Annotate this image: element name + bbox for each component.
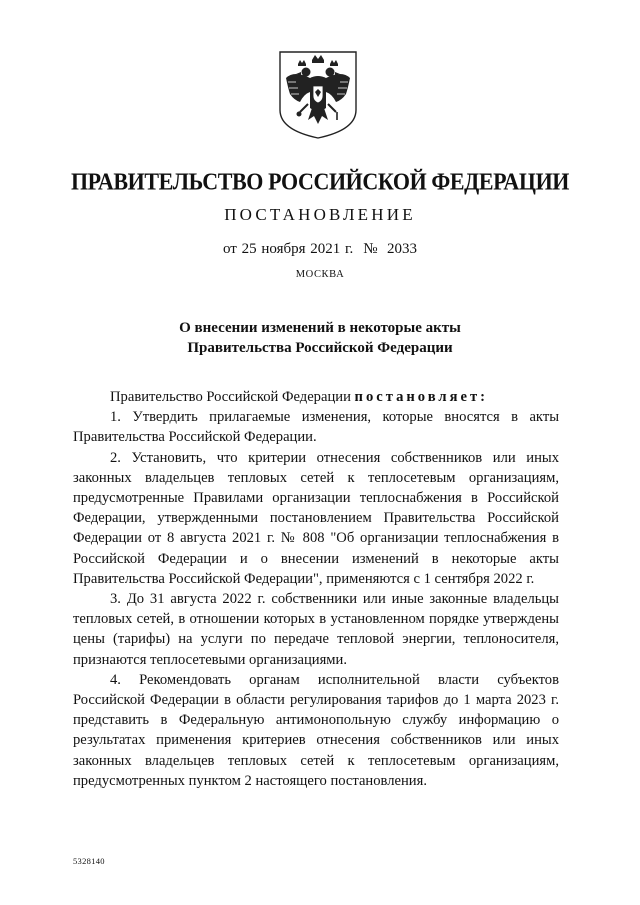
paragraph-1: 1. Утвердить прилагаемые изменения, которые вносятся в акты Правительства Российской Федерации. [73, 409, 559, 446]
document-date: от 25 ноября 2021 г. [222, 241, 354, 257]
document-subject [0, 318, 640, 358]
paragraph-2: 2. Установить, что критерии отнесения собственников или иных законных владельцев тепловых сетей к теплосетевым организациям, предусмотренные Правилами организации теплоснабжения в Российской Федерации, утвержденными постановлением Правительства Российской Федерации от 8 августа 2021 г. № 808 "Об организации теплоснабжения в Российской Федерации и о внесении изменений в некоторые акты Правительства Российской Федерации", применяются с 1 сентября 2022 г. [73, 449, 559, 587]
number-sign: № [363, 241, 378, 257]
paragraph-3: 3. До 31 августа 2022 г. собственники или иные законные владельцы тепловых сетей, в отношении которых в установленном порядке утверждены цены (тарифы) на услуги по передаче тепловой энергии, теплоносителя, признаются теплосетевыми организациями. [73, 591, 559, 668]
government-title: ПРАВИТЕЛЬСТВО РОССИЙСКОЙ ФЕДЕРАЦИИ [70, 167, 570, 195]
intro-text: Правительство Российской Федерации [110, 389, 355, 405]
document-date-number [0, 241, 640, 258]
coat-of-arms-icon [276, 48, 360, 142]
intro-emphasis: постановляет: [354, 389, 488, 405]
document-city: МОСКВА [295, 269, 345, 280]
footer-code: 5328140 [73, 856, 105, 866]
document-body [73, 387, 559, 791]
intro-paragraph [73, 387, 559, 407]
paragraph-4: 4. Рекомендовать органам исполнительной власти субъектов Российской Федерации в области регулирования тарифов до 1 марта 2023 г. представить в Федеральную антимонопольную службу информацию о результатах применения критериев отнесения собственников или иных законных владельцев тепловых сетей к теплосетевым организациям, предусмотренных пунктом 2 настоящего постановления. [73, 671, 559, 789]
subject-line-1: О внесении изменений в некоторые акты [179, 320, 461, 336]
document-number: 2033 [387, 241, 418, 257]
document-type: ПОСТАНОВЛЕНИЕ [224, 205, 416, 224]
subject-line-2: Правительства Российской Федерации [187, 340, 453, 356]
